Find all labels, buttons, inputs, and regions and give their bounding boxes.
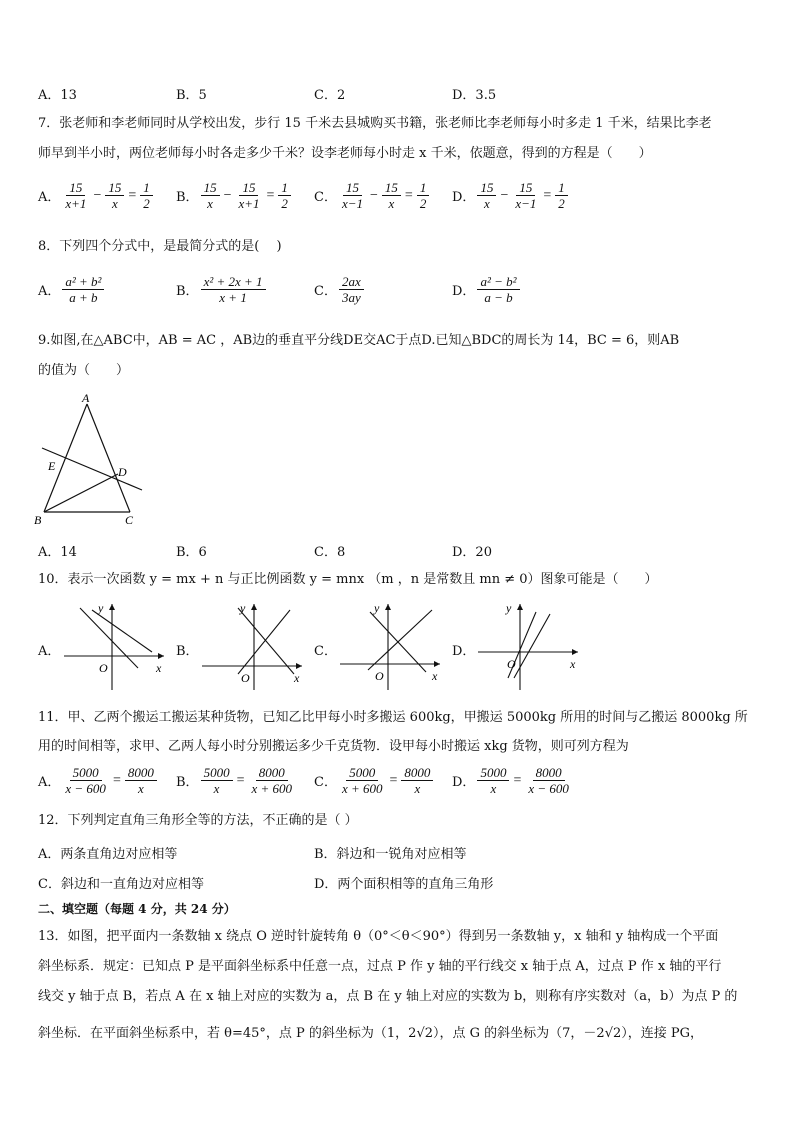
equals-sign: = <box>404 187 413 203</box>
fraction-2-denominator: x <box>388 196 395 211</box>
q8-option-d-expr <box>452 274 522 305</box>
y-axis-arrow <box>517 604 523 610</box>
x-axis-label: x <box>432 669 438 683</box>
function-line-1 <box>80 608 138 668</box>
equals-sign: = <box>543 187 552 203</box>
y-axis-label: y <box>240 601 246 615</box>
fraction-2-numerator: 15 <box>382 180 401 196</box>
q8-option-d[interactable] <box>452 274 522 305</box>
fraction-1-denominator: x <box>213 781 220 796</box>
fraction-1-numerator: 5000 <box>70 765 102 781</box>
q9-stem-line2: 的值为（ ） <box>38 363 130 378</box>
equals-sign: = <box>236 772 245 788</box>
fraction-1-numerator: 5000 <box>346 765 378 781</box>
option-label: A． <box>38 284 61 299</box>
fraction-1-denominator: x−1 <box>341 196 363 211</box>
q9-option-c[interactable]: C．8 <box>314 545 346 560</box>
y-axis-arrow <box>385 604 391 610</box>
fraction-1-numerator: 15 <box>343 180 362 196</box>
q6-option-a[interactable]: A．13 <box>38 88 77 103</box>
y-axis-label: y <box>374 601 380 615</box>
fraction-2 <box>105 180 124 211</box>
origin-label: O <box>99 661 108 675</box>
equals-sign: = <box>513 772 522 788</box>
fraction-2 <box>125 765 157 796</box>
q10-stem: 10．表示一次函数 y = mx + n 与正比例函数 y = mnx （m ，n 是常数且 mn ≠ 0）图象可能是（ ） <box>38 572 658 587</box>
function-line-2 <box>92 610 152 652</box>
q11-option-c[interactable] <box>314 765 435 796</box>
q7-option-d[interactable] <box>452 180 570 211</box>
fraction-1 <box>339 765 386 796</box>
fraction-1 <box>201 765 233 796</box>
fraction-3-denominator: 2 <box>558 196 565 211</box>
fraction-2 <box>235 180 262 211</box>
fraction-1-numerator: 5000 <box>201 765 233 781</box>
x-axis-arrow <box>158 653 164 659</box>
option-label: A． <box>38 644 61 659</box>
option-label: C． <box>314 644 337 659</box>
fraction-2-denominator: x−1 <box>515 196 537 211</box>
q7-stem-line1: 7．张老师和李老师同时从学校出发，步行 15 千米去县城购买书籍，张老师比李老师每小时多走 1 千米，结果比李老 <box>38 116 712 131</box>
q7-stem-line2: 师早到半小时，两位老师每小时各走多少千米？设李老师每小时走 x 千米，依题意，得到的方程是（ ） <box>38 146 652 161</box>
q12-option-a[interactable]: A．两条直角边对应相等 <box>38 847 178 862</box>
fraction-3-numerator: 1 <box>417 180 430 196</box>
option-label: C． <box>314 284 337 299</box>
origin-label: O <box>375 669 384 683</box>
fraction-3-denominator: 2 <box>143 196 150 211</box>
fraction-1-denominator: x + 600 <box>341 781 383 796</box>
q9-option-a[interactable]: A．14 <box>38 545 77 560</box>
minus-sign: − <box>500 187 509 203</box>
fraction-2 <box>401 765 433 796</box>
x-axis-label: x <box>570 657 576 671</box>
option-label: B． <box>176 190 199 205</box>
fraction <box>339 274 364 305</box>
option-label: C． <box>314 775 337 790</box>
q7-option-b[interactable] <box>176 180 293 211</box>
q7-option-c[interactable] <box>314 180 431 211</box>
q6-option-c[interactable]: C．2 <box>314 88 346 103</box>
label-point-a: A <box>82 391 90 405</box>
y-axis-label: y <box>506 601 512 615</box>
fraction-3-denominator: 2 <box>419 196 427 211</box>
label-point-e: E <box>48 459 56 473</box>
q8-option-c-expr <box>314 274 366 305</box>
fraction-denominator: a + b <box>69 290 98 305</box>
fraction-1-denominator: x+1 <box>65 196 87 211</box>
q11-option-a-expr <box>38 765 159 796</box>
fraction-1-numerator: 15 <box>477 180 496 196</box>
minus-sign: − <box>93 187 102 203</box>
q6-option-d[interactable]: D．3.5 <box>452 88 497 103</box>
q8-option-b-expr <box>176 274 268 305</box>
fraction-2 <box>512 180 539 211</box>
fraction <box>477 274 519 305</box>
option-label: D． <box>452 190 476 205</box>
equals-sign: = <box>266 187 275 203</box>
fraction-2-denominator: x <box>414 781 421 796</box>
q8-option-b[interactable] <box>176 274 268 305</box>
fraction-denominator: a − b <box>484 290 513 305</box>
fraction-2-denominator: x <box>111 196 118 211</box>
y-axis-arrow <box>251 604 257 610</box>
fraction-numerator: a² − b² <box>477 274 519 290</box>
minus-sign: − <box>370 187 378 203</box>
fraction-denominator: 3ay <box>341 290 361 305</box>
option-label: A． <box>38 775 61 790</box>
q10-graph-b <box>198 600 308 692</box>
q13-stem-line4: 斜坐标．在平面斜坐标系中，若 θ=45°，点 P 的斜坐标为（1，2√2），点 G 的斜坐标为（7，－2√2），连接 PG， <box>38 1026 704 1041</box>
fraction-1-numerator: 15 <box>66 180 85 196</box>
label-point-b: B <box>34 513 42 527</box>
option-label: B． <box>176 284 199 299</box>
q11-option-b-expr <box>176 765 297 796</box>
fraction-1-denominator: x − 600 <box>65 781 106 796</box>
equals-sign: = <box>112 772 121 788</box>
fraction-1 <box>201 180 220 211</box>
fraction-2-numerator: 15 <box>516 180 535 196</box>
q10-graph-c <box>336 600 446 692</box>
q11-option-b[interactable] <box>176 765 297 796</box>
fraction-2-numerator: 8000 <box>256 765 288 781</box>
q10-graph-a <box>60 600 170 692</box>
x-axis-label: x <box>156 661 162 675</box>
fraction-2-numerator: 8000 <box>125 765 157 781</box>
fraction-2 <box>525 765 572 796</box>
q13-stem-line1: 13．如图，把平面内一条数轴 x 绕点 O 逆时针旋转角 θ（0°＜θ＜90°）得到另一条数轴 y，x 轴和 y 轴构成一个平面 <box>38 929 719 944</box>
origin-label: O <box>507 657 516 671</box>
q9-triangle-figure <box>34 390 154 530</box>
fraction-2 <box>382 180 401 211</box>
section-fill-in-heading: 二、填空题（每题 4 分，共 24 分） <box>38 902 236 916</box>
fraction-3 <box>555 180 568 211</box>
fraction-2-numerator: 15 <box>239 180 258 196</box>
fraction-1-denominator: x <box>207 196 213 211</box>
option-label: B． <box>176 775 199 790</box>
q12-option-c[interactable]: C．斜边和一直角边对应相等 <box>38 877 204 892</box>
fraction-2-denominator: x+1 <box>238 196 260 211</box>
q11-option-d-expr <box>452 765 574 796</box>
q7-option-a[interactable] <box>38 180 155 211</box>
fraction <box>62 274 104 305</box>
fraction-numerator: 2ax <box>339 274 364 290</box>
minus-sign: − <box>223 187 232 203</box>
option-label: D． <box>452 284 476 299</box>
q10-graph-d <box>474 600 584 692</box>
fraction-3 <box>278 180 291 211</box>
q12-option-b[interactable]: B．斜边和一锐角对应相等 <box>314 847 467 862</box>
fraction-1 <box>62 765 109 796</box>
q7-option-d-expr <box>452 180 570 211</box>
fraction-2-numerator: 8000 <box>401 765 433 781</box>
fraction-1-denominator: x <box>484 196 490 211</box>
q12-option-d[interactable]: D．两个面积相等的直角三角形 <box>314 877 494 892</box>
function-line-2 <box>514 614 550 678</box>
y-axis-label: y <box>98 601 104 615</box>
fraction <box>201 274 266 305</box>
fraction-1-numerator: 5000 <box>477 765 509 781</box>
q13-stem-line2: 斜坐标系．规定：已知点 P 是平面斜坐标系中任意一点，过点 P 作 y 轴的平行线交 x 轴于点 A，过点 P 作 x 轴的平行 <box>38 959 722 974</box>
equals-sign: = <box>389 772 398 788</box>
fraction-numerator: a² + b² <box>62 274 104 290</box>
fraction-2-denominator: x + 600 <box>251 781 293 796</box>
q9-option-b[interactable]: B．6 <box>176 545 207 560</box>
fraction-1 <box>339 180 366 211</box>
q7-option-c-expr <box>314 180 431 211</box>
fraction-3-numerator: 1 <box>140 180 153 196</box>
fraction-2-denominator: x − 600 <box>528 781 569 796</box>
x-axis-arrow <box>296 663 302 669</box>
option-label: D． <box>452 775 476 790</box>
origin-label: O <box>241 671 250 685</box>
function-line-2 <box>368 610 432 670</box>
option-label: A． <box>38 190 61 205</box>
q12-stem: 12．下列判定直角三角形全等的方法，不正确的是（ ） <box>38 813 358 828</box>
q9-stem-line1: 9.如图,在△ABC中，AB = AC ，AB边的垂直平分线DE交AC于点D.已知△BDC的周长为 14，BC = 6，则AB <box>38 333 680 348</box>
fraction-numerator: x² + 2x + 1 <box>201 274 266 290</box>
y-axis-arrow <box>109 604 115 610</box>
q11-option-d[interactable] <box>452 765 574 796</box>
q9-option-d[interactable]: D．20 <box>452 545 492 560</box>
fraction-1 <box>477 765 509 796</box>
q8-option-a[interactable] <box>38 274 106 305</box>
fraction-3-denominator: 2 <box>281 196 288 211</box>
fraction-3 <box>140 180 153 211</box>
q7-option-a-expr <box>38 180 155 211</box>
perpendicular-bisector-de <box>42 448 142 490</box>
fraction-3-numerator: 1 <box>278 180 291 196</box>
option-label: D． <box>452 644 476 659</box>
q11-option-c-expr <box>314 765 435 796</box>
fraction-2-denominator: x <box>137 781 144 796</box>
option-label: C． <box>314 190 337 205</box>
fraction-1-numerator: 15 <box>201 180 220 196</box>
q8-stem: 8．下列四个分式中，是最简分式的是( ) <box>38 239 282 254</box>
q6-option-b[interactable]: B．5 <box>176 88 207 103</box>
label-point-c: C <box>125 513 134 527</box>
fraction-1 <box>62 180 89 211</box>
q11-stem-line1: 11．甲、乙两个搬运工搬运某种货物，已知乙比甲每小时多搬运 600kg，甲搬运 5000kg 所用的时间与乙搬运 8000kg 所 <box>38 710 748 725</box>
fraction-2-numerator: 15 <box>105 180 124 196</box>
x-axis-arrow <box>572 649 578 655</box>
equals-sign: = <box>128 187 137 203</box>
fraction-denominator: x + 1 <box>219 290 247 305</box>
fraction-3-numerator: 1 <box>555 180 568 196</box>
q13-stem-line3: 线交 y 轴于点 B，若点 A 在 x 轴上对应的实数为 a，点 B 在 y 轴上对应的实数为 b，则称有序实数对（a，b）为点 P 的 <box>38 989 738 1004</box>
q7-option-b-expr <box>176 180 293 211</box>
q8-option-c[interactable] <box>314 274 366 305</box>
q8-option-a-expr <box>38 274 106 305</box>
option-label: B． <box>176 644 199 659</box>
fraction-2 <box>248 765 295 796</box>
fraction-1 <box>477 180 496 211</box>
fraction-3 <box>417 180 430 211</box>
x-axis-arrow <box>434 661 440 667</box>
side-ac <box>87 404 130 512</box>
q11-stem-line2: 用的时间相等，求甲、乙两人每小时分别搬运多少千克货物．设甲每小时搬运 xkg 货物，则可列方程为 <box>38 739 629 754</box>
fraction-2-numerator: 8000 <box>533 765 565 781</box>
function-line-2 <box>238 610 290 674</box>
q11-option-a[interactable] <box>38 765 159 796</box>
label-point-d: D <box>118 465 127 479</box>
fraction-1-denominator: x <box>490 781 497 796</box>
segment-bd <box>44 474 118 512</box>
x-axis-label: x <box>294 671 300 685</box>
